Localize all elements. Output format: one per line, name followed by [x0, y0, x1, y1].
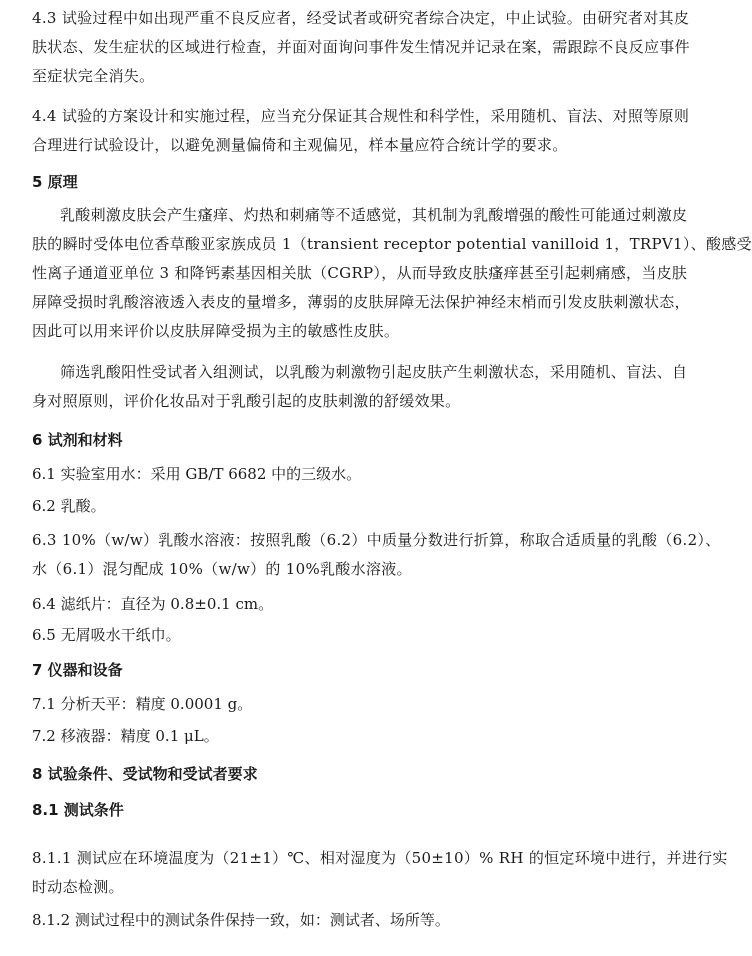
paragraph-6-3	[32, 526, 721, 584]
text-line: 至症状完全消失。	[32, 67, 155, 85]
item-8-1-2: 8.1.2 测试过程中的测试条件保持一致，如：测试者、场所等。	[32, 911, 450, 929]
text-line: 6.3 10%（w/w）乳酸水溶液：按照乳酸（6.2）中质量分数进行折算，称取合适质量的乳酸（6.2）、	[32, 531, 721, 549]
paragraph-5-principle	[32, 201, 752, 346]
item-6-5: 6.5 无屑吸水干纸巾。	[32, 626, 181, 644]
item-6-2: 6.2 乳酸。	[32, 497, 106, 515]
text-line: 水（6.1）混匀配成 10%（w/w）的 10%乳酸水溶液。	[32, 560, 412, 578]
text-line: 时动态检测。	[32, 878, 124, 896]
text-line: 8.1.1 测试应在环境温度为（21±1）℃、相对湿度为（50±10）% RH 的恒定环境中进行，并进行实	[32, 849, 728, 867]
text-line: 身对照原则，评价化妆品对于乳酸引起的皮肤刺激的舒缓效果。	[32, 392, 461, 410]
section-heading-5: 5 原理	[32, 173, 78, 191]
item-6-1: 6.1 实验室用水：采用 GB/T 6682 中的三级水。	[32, 465, 362, 483]
paragraph-8-1-1	[32, 844, 728, 902]
text-line: 4.3 试验过程中如出现严重不良反应者，经受试者或研究者综合决定，中止试验。由研究者对其皮	[32, 9, 690, 27]
item-7-2: 7.2 移液器：精度 0.1 μL。	[32, 727, 219, 745]
section-heading-7: 7 仪器和设备	[32, 661, 123, 679]
paragraph-4-3	[32, 4, 690, 91]
subsection-heading-8-1: 8.1 测试条件	[32, 801, 124, 819]
text-line: 筛选乳酸阳性受试者入组测试，以乳酸为刺激物引起皮肤产生刺激状态，采用随机、盲法、自	[60, 363, 688, 381]
item-6-4: 6.4 滤纸片：直径为 0.8±0.1 cm。	[32, 595, 274, 613]
text-line: 合理进行试验设计，以避免测量偏倚和主观偏见，样本量应符合统计学的要求。	[32, 136, 568, 154]
paragraph-4-4	[32, 102, 690, 160]
text-line: 因此可以用来评价以皮肤屏障受损为主的敏感性皮肤。	[32, 322, 400, 340]
text-line: 屏障受损时乳酸溶液透入表皮的量增多，薄弱的皮肤屏障无法保护神经末梢而引发皮肤刺激状态，	[32, 293, 690, 311]
item-7-1: 7.1 分析天平：精度 0.0001 g。	[32, 695, 253, 713]
text-line: 4.4 试验的方案设计和实施过程，应当充分保证其合规性和科学性，采用随机、盲法、对照等原则	[32, 107, 690, 125]
paragraph-5-screening	[32, 358, 688, 416]
text-line: 肤状态、发生症状的区域进行检查，并面对面询问事件发生情况并记录在案，需跟踪不良反应事件	[32, 38, 690, 56]
section-heading-8: 8 试验条件、受试物和受试者要求	[32, 765, 258, 783]
text-line: 性离子通道亚单位 3 和降钙素基因相关肽（CGRP），从而导致皮肤瘙痒甚至引起刺痛感，当皮肤	[32, 264, 688, 282]
text-line: 乳酸刺激皮肤会产生瘙痒、灼热和刺痛等不适感觉，其机制为乳酸增强的酸性可能通过刺激皮	[60, 206, 688, 224]
text-line: 肤的瞬时受体电位香草酸亚家族成员 1（transient receptor potential vanilloid 1，TRPV1）、酸感受	[32, 235, 752, 253]
section-heading-6: 6 试剂和材料	[32, 431, 123, 449]
